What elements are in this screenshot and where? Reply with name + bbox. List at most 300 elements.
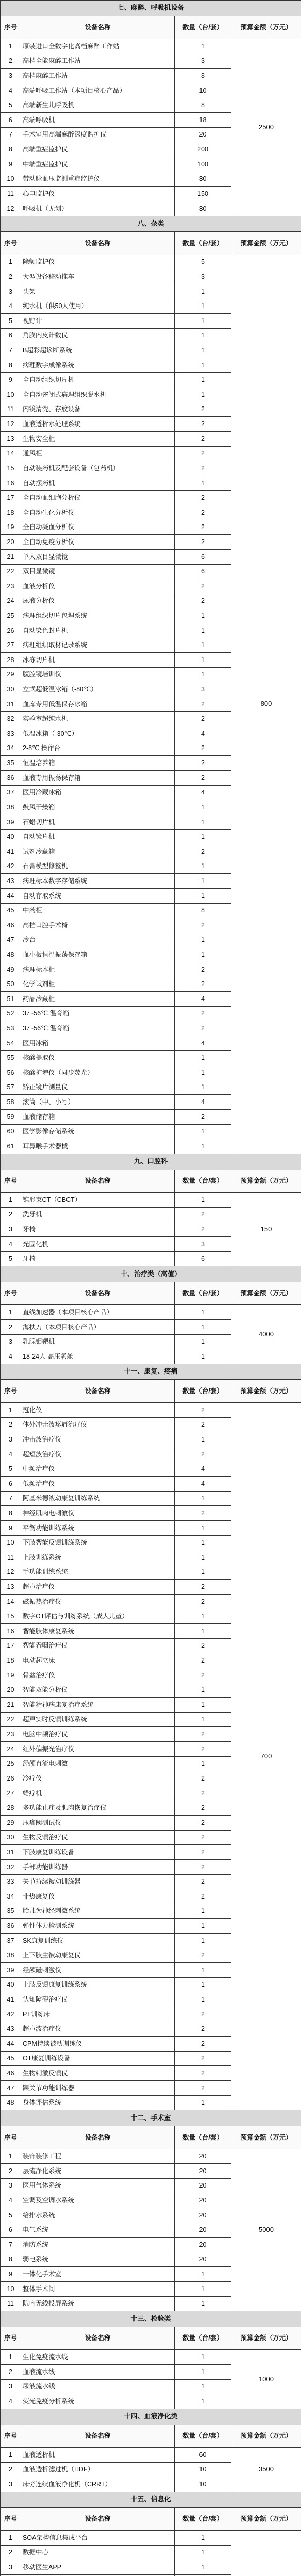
item-number: 5 bbox=[1, 2208, 21, 2223]
item-name: 一体化手术室 bbox=[21, 2267, 175, 2282]
item-quantity: 1 bbox=[175, 933, 231, 947]
item-number: 53 bbox=[1, 1021, 21, 1036]
item-quantity: 2 bbox=[175, 1948, 231, 1963]
item-number: 7 bbox=[1, 343, 21, 358]
item-name: 床旁连续血液净化机（CRRT） bbox=[21, 2477, 175, 2492]
item-name: 院内无线投屏系统 bbox=[21, 2296, 175, 2311]
item-name: 平衡功能训练系统 bbox=[21, 1520, 175, 1535]
item-quantity: 2 bbox=[175, 1830, 231, 1845]
item-name: 消防系统 bbox=[21, 2238, 175, 2252]
item-number: 14 bbox=[1, 1594, 21, 1609]
item-name: 身体评估系统 bbox=[21, 2095, 175, 2110]
item-name: 全自动密闭式病理组织脱水机 bbox=[21, 387, 175, 402]
item-quantity: 2 bbox=[175, 1403, 231, 1418]
item-name: 除颤监护仪 bbox=[21, 255, 175, 269]
item-quantity: 1 bbox=[175, 623, 231, 638]
item-name: 呼吸机（无创） bbox=[21, 201, 175, 216]
item-quantity: 1 bbox=[175, 2379, 231, 2394]
item-name: 上肢反馈康复训练系统 bbox=[21, 1977, 175, 1992]
item-name: 关节持续被动训练器 bbox=[21, 1874, 175, 1889]
item-number: 1 bbox=[1, 2149, 21, 2164]
item-quantity: 1 bbox=[175, 2282, 231, 2297]
item-quantity: 10 bbox=[175, 83, 231, 98]
column-header-name: 设备名称 bbox=[21, 1380, 175, 1403]
column-header-amount: 预算金额（万元） bbox=[231, 1282, 301, 1305]
item-number: 19 bbox=[1, 520, 21, 535]
item-quantity: 1 bbox=[175, 2560, 231, 2575]
item-quantity: 2 bbox=[175, 1638, 231, 1653]
item-number: 2 bbox=[1, 54, 21, 69]
item-quantity: 20 bbox=[175, 2223, 231, 2238]
column-header-amount: 预算金额（万元） bbox=[231, 2327, 301, 2350]
item-quantity: 2 bbox=[175, 417, 231, 432]
item-quantity: 4 bbox=[175, 785, 231, 800]
section-title-row bbox=[1, 1266, 301, 1282]
item-name: 37~56℃ 温育箱 bbox=[21, 1006, 175, 1021]
item-number: 30 bbox=[1, 682, 21, 697]
item-number: 44 bbox=[1, 2037, 21, 2052]
item-name: 冷台 bbox=[21, 933, 175, 947]
item-name: 纯水机（供50人使用） bbox=[21, 299, 175, 314]
item-quantity: 2 bbox=[175, 1653, 231, 1668]
item-name: 化学试剂柜 bbox=[21, 977, 175, 992]
item-number: 31 bbox=[1, 697, 21, 712]
table-row bbox=[1, 2149, 301, 2164]
item-quantity: 200 bbox=[175, 142, 231, 157]
item-quantity: 20 bbox=[175, 127, 231, 142]
item-number: 11 bbox=[1, 187, 21, 201]
item-quantity: 1 bbox=[175, 2350, 231, 2365]
item-name: 超短波治疗仪 bbox=[21, 1447, 175, 1462]
item-quantity: 2 bbox=[175, 2007, 231, 2022]
item-number: 10 bbox=[1, 1535, 21, 1550]
item-name: 智能双能分析仪 bbox=[21, 1683, 175, 1698]
item-number: 48 bbox=[1, 2095, 21, 2110]
item-number: 2 bbox=[1, 1320, 21, 1335]
item-number: 4 bbox=[1, 2193, 21, 2208]
item-quantity: 2 bbox=[175, 1222, 231, 1237]
item-number: 4 bbox=[1, 1236, 21, 1251]
item-number: 43 bbox=[1, 2022, 21, 2037]
item-number: 32 bbox=[1, 1859, 21, 1874]
item-name: 鼓风干燥箱 bbox=[21, 800, 175, 815]
item-quantity: 1 bbox=[175, 1963, 231, 1978]
item-quantity: 1 bbox=[175, 1550, 231, 1565]
item-quantity: 1 bbox=[175, 1065, 231, 1080]
item-name: 冲击波治疗仪 bbox=[21, 1432, 175, 1447]
item-name: 心电监护仪 bbox=[21, 187, 175, 201]
item-quantity: 10 bbox=[175, 2462, 231, 2477]
item-quantity: 1 bbox=[175, 1609, 231, 1624]
column-header-amount: 预算金额（万元） bbox=[231, 16, 301, 39]
item-quantity: 2 bbox=[175, 461, 231, 476]
item-quantity: 1 bbox=[175, 387, 231, 402]
item-number: 5 bbox=[1, 314, 21, 329]
item-name: 原装进口全数字化高档麻醉工作站 bbox=[21, 39, 175, 54]
item-name: 冠化仪 bbox=[21, 1403, 175, 1418]
item-number: 5 bbox=[1, 1462, 21, 1477]
item-quantity: 1 bbox=[175, 284, 231, 299]
item-quantity: 1 bbox=[175, 2545, 231, 2560]
item-number: 3 bbox=[1, 1222, 21, 1237]
item-number: 2 bbox=[1, 269, 21, 284]
item-name: 石蜡切片机 bbox=[21, 815, 175, 829]
item-name: 自动存取系统 bbox=[21, 888, 175, 903]
section-budget-amount bbox=[231, 2531, 301, 2576]
column-header-seq: 序号 bbox=[1, 1170, 21, 1193]
item-quantity: 1 bbox=[175, 1919, 231, 1934]
item-quantity: 2 bbox=[175, 1786, 231, 1801]
item-number: 35 bbox=[1, 1904, 21, 1919]
item-quantity: 2 bbox=[175, 1816, 231, 1831]
item-quantity: 4 bbox=[175, 1036, 231, 1051]
column-header-name: 设备名称 bbox=[21, 1282, 175, 1305]
item-name: 下肢康复训练设备 bbox=[21, 1845, 175, 1860]
item-number: 33 bbox=[1, 726, 21, 741]
item-number: 10 bbox=[1, 172, 21, 187]
item-number: 15 bbox=[1, 461, 21, 476]
item-number: 58 bbox=[1, 1095, 21, 1110]
item-quantity: 2 bbox=[175, 535, 231, 550]
item-quantity: 2 bbox=[175, 1874, 231, 1889]
item-quantity: 2 bbox=[175, 1845, 231, 1860]
item-name: 中频治疗仪 bbox=[21, 1462, 175, 1477]
item-name: 大型设备移动推车 bbox=[21, 269, 175, 284]
item-quantity: 60 bbox=[175, 2448, 231, 2463]
item-name: 手术室用高端麻醉深度监护仪 bbox=[21, 127, 175, 142]
item-name: 病理标本柜 bbox=[21, 962, 175, 977]
item-number: 28 bbox=[1, 1801, 21, 1816]
column-header-seq: 序号 bbox=[1, 1282, 21, 1305]
item-quantity: 2 bbox=[175, 2066, 231, 2081]
item-name: OT康复训练设备 bbox=[21, 2051, 175, 2066]
item-quantity: 2 bbox=[175, 844, 231, 859]
item-quantity: 2 bbox=[175, 977, 231, 992]
item-name: 血液专用振荡保存箱 bbox=[21, 771, 175, 786]
item-name: 层流净化系统 bbox=[21, 2164, 175, 2179]
section-title: 八、杂类 bbox=[1, 216, 301, 232]
item-name: 电气系统 bbox=[21, 2223, 175, 2238]
item-quantity: 2 bbox=[175, 1859, 231, 1874]
item-name: 全自动凝血分析仪 bbox=[21, 520, 175, 535]
item-name: CPM持续被动训练仪 bbox=[21, 2037, 175, 2052]
item-name: SOA架构信息集成平台 bbox=[21, 2531, 175, 2546]
item-name: 经颅磁刺激仪 bbox=[21, 1963, 175, 1978]
item-quantity: 1 bbox=[175, 1756, 231, 1771]
item-quantity: 1 bbox=[175, 2365, 231, 2380]
item-number: 33 bbox=[1, 1874, 21, 1889]
item-number: 45 bbox=[1, 903, 21, 918]
column-header-amount: 预算金额（万元） bbox=[231, 2425, 301, 2448]
column-header-row bbox=[1, 2425, 301, 2448]
item-quantity: 2 bbox=[175, 756, 231, 771]
item-name: 中药柜 bbox=[21, 903, 175, 918]
item-number: 2 bbox=[1, 2462, 21, 2477]
item-name: 病理组织取材记录系统 bbox=[21, 638, 175, 653]
item-quantity: 2 bbox=[175, 579, 231, 594]
item-quantity: 2 bbox=[175, 1021, 231, 1036]
item-number: 20 bbox=[1, 1683, 21, 1698]
item-name: 经颅直流电刺激 bbox=[21, 1756, 175, 1771]
item-number: 3 bbox=[1, 1334, 21, 1349]
item-name: 血小板恒温振荡保存箱 bbox=[21, 947, 175, 962]
item-name: 立式超低温冰箱（-80℃） bbox=[21, 682, 175, 697]
column-header-name: 设备名称 bbox=[21, 2126, 175, 2149]
item-name: 胎儿为神经刺激系统 bbox=[21, 1904, 175, 1919]
item-name: 病理数字成像系统 bbox=[21, 358, 175, 373]
item-quantity: 2 bbox=[175, 402, 231, 417]
item-name: 医用冰箱 bbox=[21, 1036, 175, 1051]
section-budget-amount: 1000 bbox=[231, 2350, 301, 2409]
item-name: 高端新生儿呼吸机 bbox=[21, 98, 175, 113]
item-quantity: 1 bbox=[175, 2267, 231, 2282]
item-number: 31 bbox=[1, 1845, 21, 1860]
column-header-amount: 预算金额（万元） bbox=[231, 1170, 301, 1193]
item-quantity: 5 bbox=[175, 255, 231, 269]
item-quantity: 1 bbox=[175, 1624, 231, 1639]
item-quantity: 1 bbox=[175, 1904, 231, 1919]
item-name: 压痛阈测试仪 bbox=[21, 1816, 175, 1831]
item-name: 低频治疗仪 bbox=[21, 1477, 175, 1492]
item-quantity: 8 bbox=[175, 98, 231, 113]
item-quantity: 20 bbox=[175, 2208, 231, 2223]
item-quantity: 30 bbox=[175, 172, 231, 187]
item-name: 高档口腔手术椅 bbox=[21, 918, 175, 933]
item-number: 45 bbox=[1, 2051, 21, 2066]
item-number: 27 bbox=[1, 638, 21, 653]
item-quantity: 1 bbox=[175, 947, 231, 962]
item-name: 高档全能麻醉工作站 bbox=[21, 54, 175, 69]
item-name: 生物刺激反馈仪 bbox=[21, 2066, 175, 2081]
item-quantity: 1 bbox=[175, 888, 231, 903]
item-number: 9 bbox=[1, 372, 21, 387]
section-title-row bbox=[1, 2492, 301, 2507]
item-name: 多功能止痛及肌肉恢复治疗仪 bbox=[21, 1801, 175, 1816]
item-number: 44 bbox=[1, 888, 21, 903]
item-number: 24 bbox=[1, 594, 21, 608]
item-name: 血液分析仪 bbox=[21, 579, 175, 594]
item-name: 核酸提取仪 bbox=[21, 1050, 175, 1065]
item-number: 23 bbox=[1, 1727, 21, 1742]
item-quantity: 1 bbox=[175, 1977, 231, 1992]
item-number: 3 bbox=[1, 2178, 21, 2193]
item-number: 42 bbox=[1, 2007, 21, 2022]
item-number: 9 bbox=[1, 157, 21, 172]
item-quantity: 1 bbox=[175, 328, 231, 343]
item-quantity: 2 bbox=[175, 1417, 231, 1432]
item-quantity: 1 bbox=[175, 638, 231, 653]
item-number: 11 bbox=[1, 1550, 21, 1565]
item-quantity: 1 bbox=[175, 1193, 231, 1208]
item-name: 神经肌肉电刺激仪 bbox=[21, 1506, 175, 1521]
item-name: 牙椅 bbox=[21, 1222, 175, 1237]
item-quantity: 2 bbox=[175, 1447, 231, 1462]
item-number: 2 bbox=[1, 2545, 21, 2560]
item-name: 医用冷藏冰箱 bbox=[21, 785, 175, 800]
column-header-row bbox=[1, 1282, 301, 1305]
item-quantity: 2 bbox=[175, 2037, 231, 2052]
item-name: 带动脉血压监测重症监护仪 bbox=[21, 172, 175, 187]
item-quantity: 1 bbox=[175, 2531, 231, 2546]
item-quantity: 1 bbox=[175, 343, 231, 358]
item-number: 27 bbox=[1, 1786, 21, 1801]
section-title-row bbox=[1, 1, 301, 16]
column-header-row bbox=[1, 16, 301, 39]
section-title-row bbox=[1, 216, 301, 232]
item-number: 39 bbox=[1, 1963, 21, 1978]
item-name: 海扶刀（本项目核心产品） bbox=[21, 1320, 175, 1335]
item-name: PT训练床 bbox=[21, 2007, 175, 2022]
item-number: 21 bbox=[1, 549, 21, 564]
column-header-qty: 数量（台/套） bbox=[175, 2507, 231, 2531]
item-name: 骨盆治疗仪 bbox=[21, 1668, 175, 1683]
item-name: 红外偏振光治疗仪 bbox=[21, 1742, 175, 1757]
item-name: 踝关节功能训练器 bbox=[21, 2081, 175, 2096]
item-number: 12 bbox=[1, 417, 21, 432]
column-header-seq: 序号 bbox=[1, 2425, 21, 2448]
item-name: 手部功能训练器 bbox=[21, 1859, 175, 1874]
item-name: 2-8℃ 操作台 bbox=[21, 741, 175, 756]
item-number: 13 bbox=[1, 432, 21, 447]
item-quantity: 2 bbox=[175, 2081, 231, 2096]
item-name: 冰冻切片机 bbox=[21, 653, 175, 668]
column-header-qty: 数量（台/套） bbox=[175, 2327, 231, 2350]
item-name: 直线加速器（本项目核心产品） bbox=[21, 1305, 175, 1320]
item-number: 37 bbox=[1, 785, 21, 800]
item-name: 荧光免疫分析系统 bbox=[21, 2394, 175, 2409]
item-quantity: 2 bbox=[175, 432, 231, 447]
item-number: 8 bbox=[1, 358, 21, 373]
item-number: 49 bbox=[1, 962, 21, 977]
item-name: 角膜内皮计数仪 bbox=[21, 328, 175, 343]
item-number: 1 bbox=[1, 1305, 21, 1320]
item-quantity: 1 bbox=[175, 1535, 231, 1550]
section-title: 十、治疗类（高值） bbox=[1, 1266, 301, 1282]
item-quantity: 2 bbox=[175, 1668, 231, 1683]
item-quantity: 20 bbox=[175, 2149, 231, 2164]
item-number: 55 bbox=[1, 1050, 21, 1065]
item-quantity: 3 bbox=[175, 1236, 231, 1251]
item-quantity: 1 bbox=[175, 1320, 231, 1335]
item-quantity: 1 bbox=[175, 1992, 231, 2007]
column-header-qty: 数量（台/套） bbox=[175, 1380, 231, 1403]
item-name: 生物安全柜 bbox=[21, 432, 175, 447]
item-number: 34 bbox=[1, 741, 21, 756]
item-name: 腹腔镜培训仪 bbox=[21, 667, 175, 682]
item-name: 头架 bbox=[21, 284, 175, 299]
table-row bbox=[1, 2350, 301, 2365]
item-number: 4 bbox=[1, 299, 21, 314]
item-quantity: 1 bbox=[175, 1683, 231, 1698]
item-number: 9 bbox=[1, 1520, 21, 1535]
item-quantity: 2 bbox=[175, 741, 231, 756]
item-quantity: 1 bbox=[175, 1520, 231, 1535]
item-name: B超彩超诊断系统 bbox=[21, 343, 175, 358]
item-number: 20 bbox=[1, 535, 21, 550]
item-quantity: 1 bbox=[175, 1712, 231, 1727]
item-number: 57 bbox=[1, 1080, 21, 1095]
item-quantity: 2 bbox=[175, 1727, 231, 1742]
item-name: 中端重症监护仪 bbox=[21, 157, 175, 172]
item-quantity: 1 bbox=[175, 1349, 231, 1364]
item-quantity: 8 bbox=[175, 903, 231, 918]
item-number: 3 bbox=[1, 2560, 21, 2575]
item-name: 高端呼吸机 bbox=[21, 113, 175, 128]
item-number: 38 bbox=[1, 1948, 21, 1963]
item-name: SK康复训练仪 bbox=[21, 1934, 175, 1948]
item-quantity: 2 bbox=[175, 1742, 231, 1757]
table-row bbox=[1, 1193, 301, 1208]
section-title-row bbox=[1, 1364, 301, 1380]
item-name: 医用气体系统 bbox=[21, 2178, 175, 2193]
item-name: 超声治疗仪 bbox=[21, 1580, 175, 1595]
item-quantity: 1 bbox=[175, 1124, 231, 1139]
item-number: 42 bbox=[1, 859, 21, 874]
item-name: 给排水系统 bbox=[21, 2208, 175, 2223]
item-quantity: 2 bbox=[175, 1506, 231, 1521]
section-budget-amount: 2500 bbox=[231, 39, 301, 216]
section-budget-amount: 800 bbox=[231, 255, 301, 1154]
item-number: 6 bbox=[1, 1477, 21, 1492]
item-name: 双目显微镜 bbox=[21, 564, 175, 579]
item-quantity: 2 bbox=[175, 1110, 231, 1125]
item-quantity: 1 bbox=[175, 1565, 231, 1580]
item-number: 3 bbox=[1, 2379, 21, 2394]
section-title-row bbox=[1, 1154, 301, 1170]
column-header-seq: 序号 bbox=[1, 2327, 21, 2350]
table-row bbox=[1, 1305, 301, 1320]
item-name: 电动起立床 bbox=[21, 1653, 175, 1668]
item-name: 弱电系统 bbox=[21, 2252, 175, 2267]
column-header-name: 设备名称 bbox=[21, 2507, 175, 2531]
item-name: 矫正镜片测量仪 bbox=[21, 1080, 175, 1095]
item-quantity: 1 bbox=[175, 1698, 231, 1713]
item-name: 低温冰箱（-30℃） bbox=[21, 726, 175, 741]
item-number: 6 bbox=[1, 113, 21, 128]
item-quantity: 2 bbox=[175, 520, 231, 535]
item-quantity: 4 bbox=[175, 726, 231, 741]
item-number: 46 bbox=[1, 2066, 21, 2081]
item-quantity: 2 bbox=[175, 1594, 231, 1609]
item-quantity: 2 bbox=[175, 771, 231, 786]
item-name: 尿液流水线 bbox=[21, 2379, 175, 2394]
item-number: 1 bbox=[1, 2448, 21, 2463]
item-name: 单人双目显微镜 bbox=[21, 549, 175, 564]
item-quantity: 1 bbox=[175, 2394, 231, 2409]
item-quantity: 30 bbox=[175, 201, 231, 216]
item-number: 4 bbox=[1, 2394, 21, 2409]
item-name: 移动医生APP bbox=[21, 2560, 175, 2575]
item-quantity: 1 bbox=[175, 667, 231, 682]
section-title: 十五、信息化 bbox=[1, 2492, 301, 2507]
item-name: 血液储存箱 bbox=[21, 1110, 175, 1125]
item-number: 7 bbox=[1, 127, 21, 142]
item-name: 锥形束CT（CBCT） bbox=[21, 1193, 175, 1208]
item-number: 1 bbox=[1, 1193, 21, 1208]
item-number: 8 bbox=[1, 2252, 21, 2267]
item-number: 17 bbox=[1, 1638, 21, 1653]
section-title: 九、口腔科 bbox=[1, 1154, 301, 1170]
item-number: 9 bbox=[1, 2267, 21, 2282]
item-name: 高端重症监护仪 bbox=[21, 142, 175, 157]
item-number: 16 bbox=[1, 476, 21, 490]
item-quantity: 2 bbox=[175, 446, 231, 461]
column-header-qty: 数量（台/套） bbox=[175, 1282, 231, 1305]
item-number: 11 bbox=[1, 402, 21, 417]
item-name: 非热康复仪 bbox=[21, 1889, 175, 1904]
item-number: 1 bbox=[1, 2350, 21, 2365]
item-name: 自动染色封片机 bbox=[21, 623, 175, 638]
